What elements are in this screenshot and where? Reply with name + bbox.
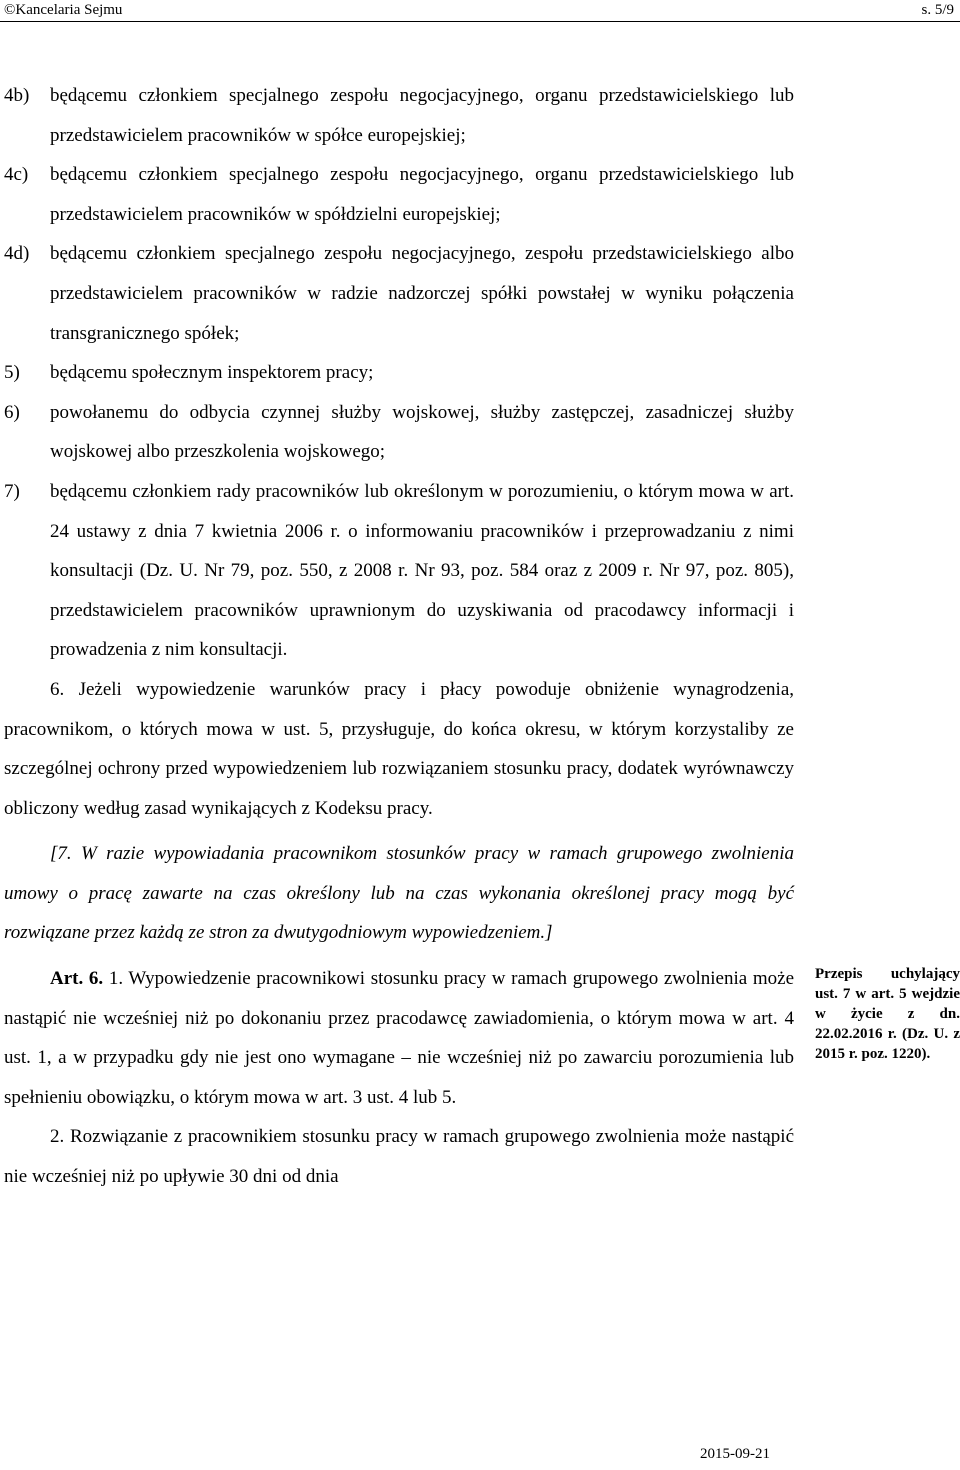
list-item [4,155,794,234]
item-text: powołanemu do odbycia czynnej służby wojskowej, służby zastępczej, zasadniczej służby wojskowej albo przeszkolenia wojskowego; [50,401,794,463]
paragraph-6: 6. Jeżeli wypowiedzenie warunków pracy i płacy powoduje obniżenie wynagrodzenia, pracownikom, o których mowa w ust. 5, przysługuje, do końca okresu, w którym korzystaliby ze szczególnej ochrony przed wypowiedzeniem lub rozwiązaniem stosunku pracy, dodatek wyrównawczy obliczony według zasad wynikających z Kodeksu pracy. [4,678,794,819]
list-item [4,353,794,393]
item-text: będącemu członkiem specjalnego zespołu negocjacyjnego, organu przedstawicielskiego lub przedstawicielem pracowników w spółdzielni europejskiej; [50,164,794,225]
article-label: Art. 6. [50,968,104,990]
header-publisher: ©Kancelaria Sejmu [4,2,123,18]
article-6-para-1 [4,959,794,1117]
paragraph-7-repealed: [7. W razie wypowiadania pracownikom stosunków pracy w ramach grupowego zwolnienia umowy o pracę zawarte na czas określony lub na czas wykonania określonej pracy mogą być rozwiązane przez każdą ze stron za dwutygodniowym wypowiedzeniem.] [4,843,794,944]
item-number: 7) [4,480,20,502]
item-number: 4c) [4,164,29,186]
header-rule [0,21,960,22]
item-text: będącemu członkiem specjalnego zespołu negocjacyjnego, organu przedstawicielskiego lub przedstawicielem pracowników w spółce europejskiej; [50,85,794,146]
document-body [4,76,794,1197]
item-text: będącemu członkiem rady pracowników lub określonym w porozumieniu, o którym mowa w art. 24 ustawy z dnia 7 kwietnia 2006 r. o informowaniu pracowników i przeprowadzaniu z nimi konsultacji (Dz. U. Nr 79, poz. 550, z 2008 r. Nr 93, poz. 584 oraz z 2009 r. Nr 97, poz. 805), przedstawicielem pracowników uprawnionym do uzyskiwania od pracodawcy informacji i prowadzenia z nim konsultacji. [50,480,794,661]
list-item [4,234,794,353]
header-page-number: s. 5/9 [921,2,954,18]
item-number: 5) [4,362,20,384]
item-number: 6) [4,401,20,423]
footer-date: 2015-09-21 [700,1446,770,1462]
article-6-para-1-text: 1. Wypowiedzenie pracownikowi stosunku pracy w ramach grupowego zwolnienia może nastąpić nie wcześniej niż po dokonaniu przez pracodawcę zawiadomienia, o którym mowa w art. 4 ust. 1, a w przypadku gdy nie jest ono wymagane – nie wcześniej niż po zawarciu porozumienia lub spełnieniu obowiązku, o którym mowa w art. 3 ust. 4 lub 5. [4,968,795,1108]
page-header [0,0,960,22]
item-number: 4b) [4,85,30,106]
item-text: będącemu członkiem specjalnego zespołu negocjacyjnego, zespołu przedstawicielskiego albo przedstawicielem pracowników w radzie nadzorczej spółki powstałej w wyniku połączenia transgranicznego spółek; [50,243,794,344]
margin-note: Przepis uchylający ust. 7 w art. 5 wejdzie w życie z dn. 22.02.2016 r. (Dz. U. z 2015 r. poz. 1220). [815,966,960,1062]
item-number: 4d) [4,243,30,265]
list-item [4,472,794,670]
article-6-para-2: 2. Rozwiązanie z pracownikiem stosunku pracy w ramach grupowego zwolnienia może nastąpić nie wcześniej niż po upływie 30 dni od dnia [4,1126,794,1188]
list-item [4,393,794,472]
item-text: będącemu społecznym inspektorem pracy; [50,362,374,384]
list-item [4,76,794,155]
